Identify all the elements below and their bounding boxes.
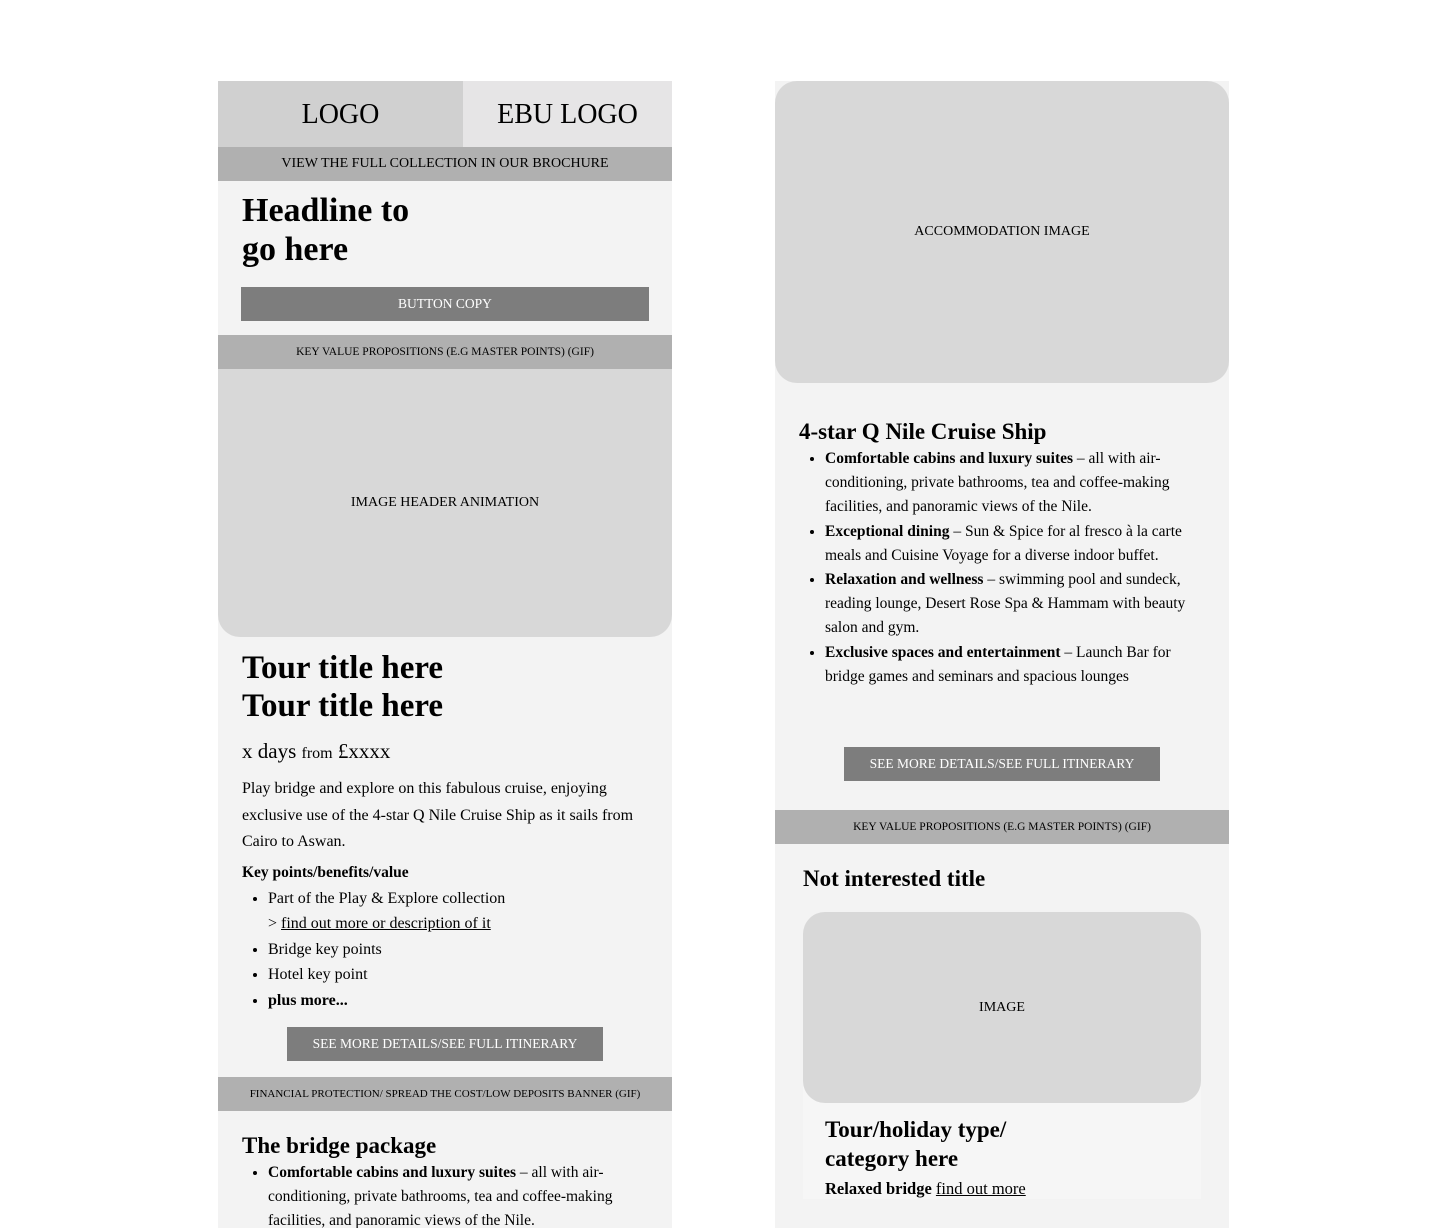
- list-item: [825, 641, 1201, 689]
- feature-bold: Exceptional dining: [825, 522, 950, 540]
- list-item: [268, 886, 672, 937]
- headline-line-1: Headline to: [242, 192, 410, 229]
- key-points-title: Key points/benefits/value: [242, 863, 409, 881]
- find-out-more-link[interactable]: find out more: [935, 1179, 1026, 1199]
- email-column-secondary: [775, 81, 1229, 1228]
- list-item: [825, 520, 1201, 568]
- price-line: [242, 739, 672, 764]
- card-image: [803, 912, 1201, 1103]
- see-more-details-button[interactable]: SEE MORE DETAILS/SEE FULL ITINERARY: [287, 1027, 603, 1061]
- duration: x days: [242, 739, 297, 763]
- link-prefix: >: [268, 915, 282, 932]
- list-item: • plus more...: [268, 988, 672, 1014]
- primary-button[interactable]: BUTTON COPY: [241, 287, 649, 321]
- ebu-logo[interactable]: EBU LOGO: [463, 81, 672, 147]
- card-title-line-1: Tour/holiday type/: [825, 1117, 1007, 1143]
- logo-row: [218, 81, 672, 147]
- headline: [242, 191, 672, 269]
- email-column-main: [218, 81, 672, 1228]
- tour-description: Play bridge and explore on this fabulous cruise, enjoying exclusive use of the 4-star Q Nile Cruise Ship as it sails from Cairo to Aswan.: [242, 780, 634, 850]
- list-item: [268, 1161, 638, 1228]
- feature-bold: Comfortable cabins and luxury suites: [825, 450, 1074, 467]
- not-interested-title: Not interested title: [803, 866, 986, 892]
- feature-text: – all with air-conditioning, private bathrooms, tea and coffee-making facilities, and panoramic views of the Nile.: [268, 1164, 613, 1228]
- card-image-label: IMAGE: [979, 999, 1025, 1015]
- brochure-banner[interactable]: VIEW THE FULL COLLECTION IN OUR BROCHURE: [218, 147, 672, 181]
- list-item: • Bridge key points: [268, 937, 672, 963]
- find-out-more-link[interactable]: find out more or description of it: [281, 915, 491, 932]
- kvp-banner: KEY VALUE PROPOSITIONS (E.G MASTER POINTS) (GIF): [218, 335, 672, 369]
- feature-text: – swimming pool and sundeck, reading lounge, Desert Rose Spa & Hammam with beauty salon and gym.: [825, 571, 1186, 637]
- package-list: [242, 1161, 638, 1228]
- ship-features-list: [799, 447, 1201, 689]
- feature-bold: Exclusive spaces and entertainment: [825, 643, 1061, 661]
- card-title: [825, 1115, 1201, 1173]
- image-header-label: IMAGE HEADER ANIMATION: [350, 495, 540, 510]
- card-title-line-2: category here: [825, 1146, 959, 1172]
- price: £xxxx: [337, 739, 391, 763]
- key-points-list: [242, 886, 672, 1014]
- package-title: The bridge package: [242, 1133, 437, 1158]
- accommodation-image: [775, 81, 1229, 383]
- logo[interactable]: LOGO: [218, 81, 463, 147]
- card-subline: [825, 1179, 1201, 1199]
- tour-title-line-1: Tour title here: [242, 650, 444, 686]
- feature-bold: Relaxation and wellness: [825, 571, 984, 589]
- list-item: [825, 447, 1201, 520]
- headline-line-2: go here: [242, 231, 349, 268]
- tour-title-line-2: Tour title here: [242, 688, 444, 724]
- key-point-collection: Part of the Play & Explore collection: [268, 889, 506, 907]
- list-item: • Hotel key point: [268, 962, 672, 988]
- image-header-animation: [218, 369, 672, 637]
- list-item: [825, 568, 1201, 641]
- feature-bold: Comfortable cabins and luxury suites: [268, 1164, 517, 1181]
- feature-text: – Launch Bar for bridge games and seminars and spacious lounges: [825, 643, 1171, 685]
- feature-text: – Sun & Spice for al fresco à la carte meals and Cuisine Voyage for a diverse indoor buffet.: [825, 522, 1182, 564]
- kvp-banner: KEY VALUE PROPOSITIONS (E.G MASTER POINTS) (GIF): [775, 810, 1229, 844]
- from-label: from: [301, 745, 333, 762]
- accommodation-image-label: ACCOMMODATION IMAGE: [914, 224, 1090, 239]
- see-more-details-button[interactable]: SEE MORE DETAILS/SEE FULL ITINERARY: [844, 747, 1160, 781]
- tour-title: [242, 649, 672, 725]
- feature-text: – all with air-conditioning, private bathrooms, tea and coffee-making facilities, and panoramic views of the Nile.: [825, 450, 1170, 516]
- card-category: Relaxed bridge: [825, 1179, 932, 1199]
- financial-protection-banner: FINANCIAL PROTECTION/ SPREAD THE COST/LOW DEPOSITS BANNER (GIF): [218, 1077, 672, 1111]
- alternative-tour-card[interactable]: [803, 912, 1201, 1199]
- ship-title: 4-star Q Nile Cruise Ship: [799, 419, 1047, 444]
